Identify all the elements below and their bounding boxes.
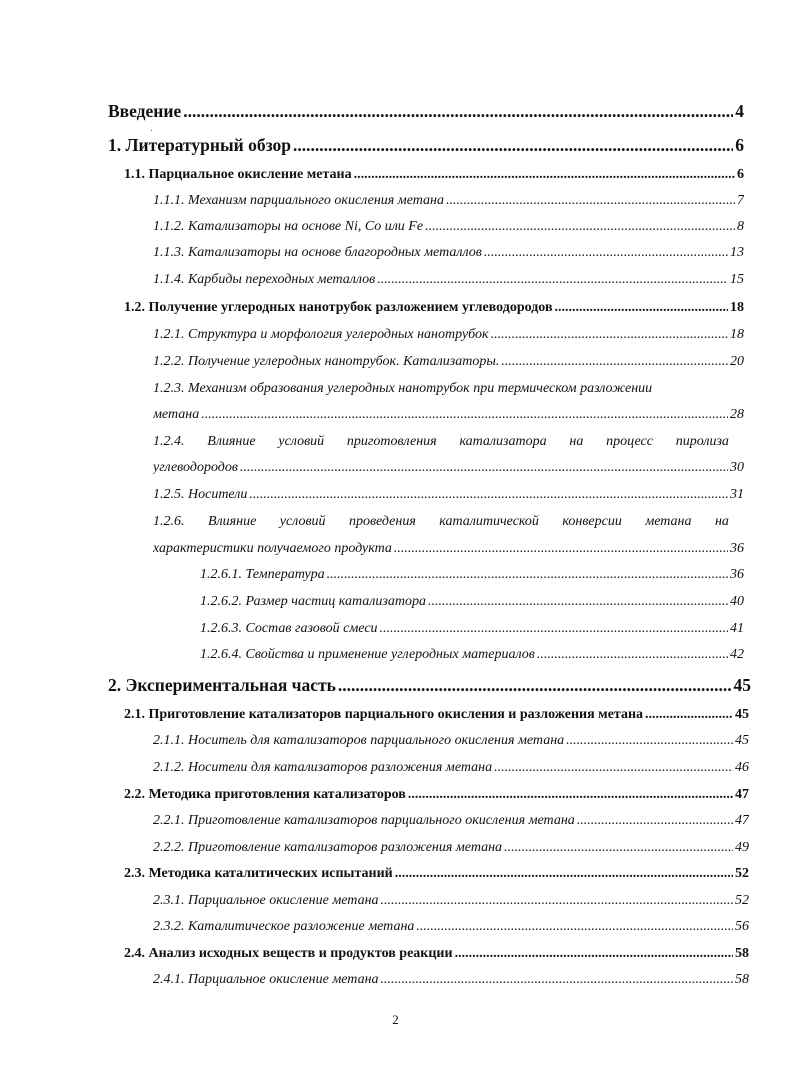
toc-entry-2-2-1[interactable]	[153, 813, 749, 829]
dot-leader	[555, 300, 728, 316]
dot-leader	[455, 946, 733, 962]
dot-leader	[293, 135, 733, 156]
dot-leader	[381, 972, 733, 988]
word: приготовления	[346, 434, 437, 449]
word: каталитической	[439, 514, 539, 529]
word: Влияние	[207, 434, 256, 449]
toc-title: углеводородов	[153, 460, 238, 475]
toc-title: 2.1.1. Носитель для катализаторов парциального окисления метана	[153, 733, 565, 748]
dot-leader	[501, 354, 728, 370]
toc-entry-2-3[interactable]	[124, 866, 749, 882]
toc-title: 1.2.6.1. Температура	[200, 567, 325, 582]
dot-leader	[494, 760, 733, 776]
toc-page-number: 36	[730, 567, 744, 582]
toc-entry-2-2-2[interactable]	[153, 840, 749, 856]
toc-entry-2-1-1[interactable]	[153, 733, 749, 749]
toc-page-number: 45	[735, 733, 749, 748]
toc-title: 1.2.5. Носители	[153, 487, 248, 502]
toc-page-number: 15	[730, 272, 744, 287]
dot-leader	[484, 245, 728, 261]
toc-page-number: 42	[730, 647, 744, 662]
toc-page-number: 45	[733, 675, 751, 695]
toc-title: 2.2.1. Приготовление катализаторов парциального окисления метана	[153, 813, 575, 828]
toc-entry-1-2-6-2[interactable]	[200, 594, 744, 610]
toc-entry-1-2-6-1[interactable]	[200, 567, 744, 583]
toc-page-number: 40	[730, 594, 744, 609]
toc-page-number: 18	[730, 300, 744, 315]
toc-page-number: 36	[730, 541, 744, 556]
toc-title: характеристики получаемого продукта	[153, 541, 392, 556]
toc-entry-1-2-3[interactable]	[153, 407, 744, 423]
dot-leader	[240, 460, 728, 476]
toc-page-number: 7	[737, 193, 744, 208]
toc-entry-1-2-6[interactable]	[153, 541, 744, 557]
toc-title: 2.4.1. Парциальное окисление метана	[153, 972, 379, 987]
toc-title: 2. Экспериментальная часть	[108, 675, 336, 695]
toc-page-number: 6	[737, 167, 744, 182]
toc-entry-2-4-1[interactable]	[153, 972, 749, 988]
toc-entry-1-1[interactable]	[124, 167, 744, 183]
toc-title: метана	[153, 407, 200, 422]
word: пиролиза	[675, 434, 729, 449]
dot-leader	[327, 567, 728, 583]
dot-leader	[381, 893, 733, 909]
toc-page-number: 47	[735, 813, 749, 828]
toc-page-number: 56	[735, 919, 749, 934]
toc-title: 1.2.6.2. Размер частиц катализатора	[200, 594, 426, 609]
toc-entry-intro[interactable]	[108, 101, 744, 122]
toc-page-number: 52	[735, 893, 749, 908]
dot-leader	[338, 675, 732, 696]
dot-leader	[416, 919, 733, 935]
toc-page-number: 52	[735, 866, 749, 881]
scan-speck: ·	[150, 126, 154, 137]
dot-leader	[428, 594, 728, 610]
toc-title: 1.1.1. Механизм парциального окисления метана	[153, 193, 444, 208]
word: метана	[645, 514, 692, 529]
dot-leader	[566, 733, 733, 749]
toc-entry-1-2[interactable]	[124, 300, 744, 316]
word: катализатора	[459, 434, 547, 449]
toc-page-number: 20	[730, 354, 744, 369]
toc-entry-1-2-4[interactable]	[153, 460, 744, 476]
toc-entry-1-2-4-line1[interactable]	[153, 434, 729, 450]
toc-entry-1-2-6-line1[interactable]	[153, 514, 729, 530]
dot-leader	[537, 647, 728, 663]
toc-entry-ch1[interactable]	[108, 135, 744, 156]
toc-page-number: 46	[735, 760, 749, 775]
toc-entry-1-2-2[interactable]	[153, 354, 744, 370]
toc-page-number: 31	[730, 487, 744, 502]
toc-title: 2.2. Методика приготовления катализаторов	[124, 787, 406, 802]
toc-title: 2.4. Анализ исходных веществ и продуктов реакции	[124, 946, 453, 961]
page-number: 2	[392, 1012, 399, 1027]
toc-page-number: 13	[730, 245, 744, 260]
toc-entry-ch2[interactable]	[108, 675, 751, 696]
toc-entry-1-2-3-line1[interactable]: 1.2.3. Механизм образования углеродных нанотрубок при термическом разложении	[153, 381, 653, 396]
toc-page-number: 47	[735, 787, 749, 802]
toc-title: 1.1.3. Катализаторы на основе благородных металлов	[153, 245, 482, 260]
toc-title: 1.2.6.3. Состав газовой смеси	[200, 621, 378, 636]
toc-page-number: 49	[735, 840, 749, 855]
word: 1.2.6.	[153, 514, 185, 529]
toc-entry-2-4[interactable]	[124, 946, 749, 962]
toc-entry-1-2-6-4[interactable]	[200, 647, 744, 663]
toc-page-number: 28	[730, 407, 744, 422]
word: Влияние	[207, 514, 257, 529]
toc-entry-1-1-4[interactable]	[153, 272, 744, 288]
dot-leader	[491, 327, 728, 343]
dot-leader	[394, 541, 728, 557]
toc-title: 1.1.2. Катализаторы на основе Ni, Co или Fe	[153, 219, 424, 234]
toc-title: 2.3. Методика каталитических испытаний	[124, 866, 393, 881]
toc-title: 1.2.1. Структура и морфология углеродных нанотрубок	[153, 327, 489, 342]
dot-leader	[408, 787, 733, 803]
dot-leader	[446, 193, 735, 209]
word: на	[714, 514, 729, 529]
toc-page-number: 41	[730, 621, 744, 636]
toc-title: 1.2.6.4. Свойства и применение углеродных материалов	[200, 647, 535, 662]
toc-entry-2-1[interactable]	[124, 707, 749, 723]
toc-title: 1. Литературный обзор	[108, 135, 291, 155]
toc-page-number: 6	[735, 135, 744, 155]
toc-title: 1.1.4. Карбиды переходных металлов	[153, 272, 376, 287]
toc-title: 1.1. Парциальное окисление метана	[124, 167, 352, 182]
toc-title: Введение	[108, 101, 182, 121]
dot-leader	[183, 101, 733, 122]
dot-leader	[377, 272, 728, 288]
toc-entry-2-3-1[interactable]	[153, 893, 749, 909]
toc-title: 2.3.2. Каталитическое разложение метана	[153, 919, 415, 934]
toc-page-number: 58	[735, 972, 749, 987]
toc-page-number: 4	[735, 101, 744, 121]
toc-entry-1-1-1[interactable]	[153, 193, 744, 209]
word: условий	[278, 434, 325, 449]
word: проведения	[348, 514, 416, 529]
toc-entry-2-3-2[interactable]	[153, 919, 749, 935]
word: условий	[279, 514, 326, 529]
toc-title: 1.2.2. Получение углеродных нанотрубок. Катализаторы.	[153, 354, 500, 369]
dot-leader	[577, 813, 733, 829]
toc-entry-1-2-1[interactable]	[153, 327, 744, 343]
toc-title: 2.1.2. Носители для катализаторов разложения метана	[153, 760, 493, 775]
dot-leader	[645, 707, 733, 723]
toc-entry-1-1-3[interactable]	[153, 245, 744, 261]
toc-entry-2-2[interactable]	[124, 787, 749, 803]
toc-entry-1-2-5[interactable]	[153, 487, 744, 503]
toc-page-number: 58	[735, 946, 749, 961]
dot-leader	[380, 621, 728, 637]
word: конверсии	[562, 514, 622, 529]
toc-page-number: 30	[730, 460, 744, 475]
toc-page-number: 18	[730, 327, 744, 342]
dot-leader	[249, 487, 728, 503]
dot-leader	[201, 407, 728, 423]
toc-title: 2.1. Приготовление катализаторов парциального окисления и разложения метана	[124, 707, 644, 722]
toc-entry-2-1-2[interactable]	[153, 760, 749, 776]
toc-page-number: 8	[737, 219, 744, 234]
toc-title: 1.2. Получение углеродных нанотрубок разложением углеводородов	[124, 300, 553, 315]
word: 1.2.4.	[153, 434, 185, 449]
dot-leader	[504, 840, 733, 856]
toc-title: 2.3.1. Парциальное окисление метана	[153, 893, 379, 908]
word: на	[569, 434, 584, 449]
toc-title: 2.2.2. Приготовление катализаторов разложения метана	[153, 840, 503, 855]
toc-entry-1-1-2[interactable]	[153, 219, 744, 235]
dot-leader	[395, 866, 733, 882]
dot-leader	[425, 219, 735, 235]
dot-leader	[354, 167, 735, 183]
toc-entry-1-2-6-3[interactable]	[200, 621, 744, 637]
toc-page-number: 45	[735, 707, 749, 722]
word: процесс	[606, 434, 653, 449]
